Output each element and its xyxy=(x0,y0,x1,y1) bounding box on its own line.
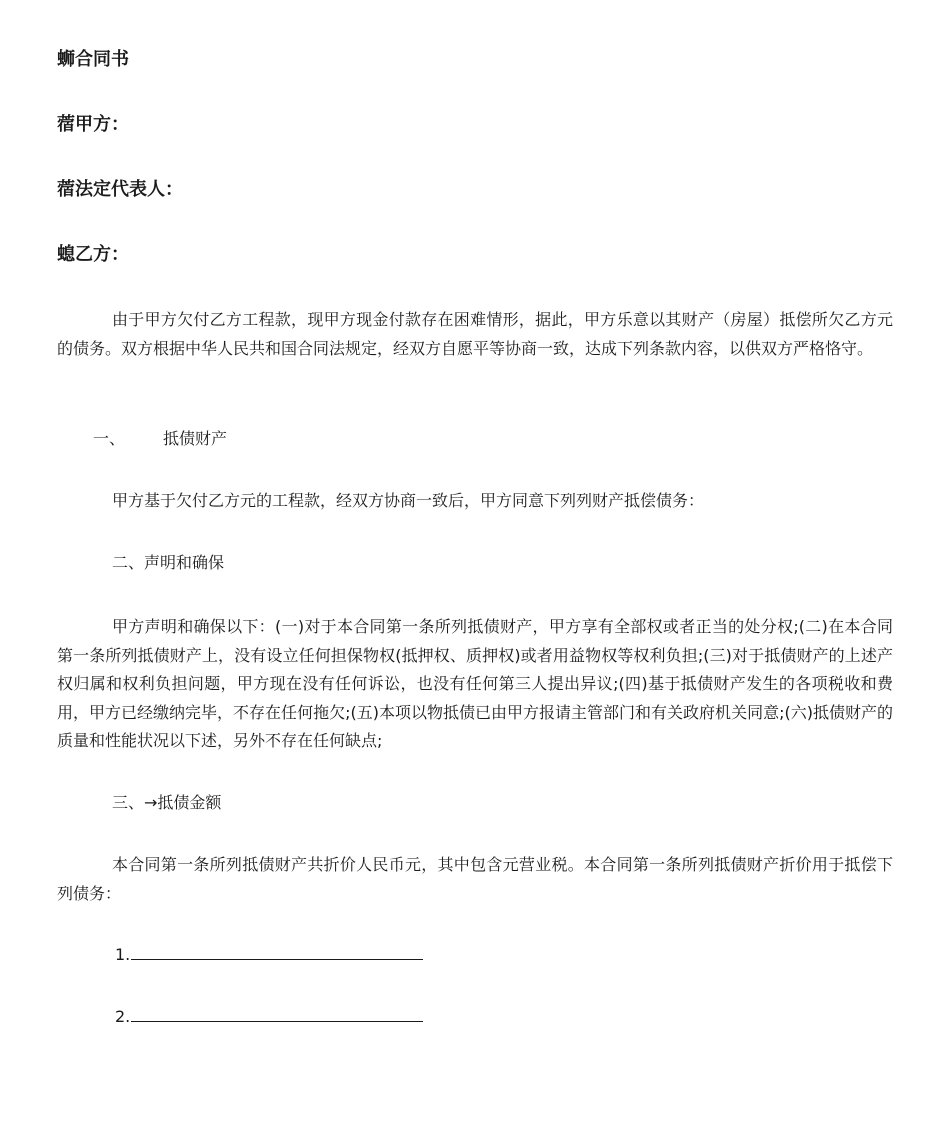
debt-item-2-number: 2. xyxy=(115,1007,131,1026)
debt-item-1-number: 1. xyxy=(115,945,131,964)
legal-representative-label: 蓿法定代表人： xyxy=(57,179,183,200)
intro-paragraph: 由于甲方欠付乙方工程款，现甲方现金付款存在困难情形，据此，甲方乐意以其财产（房屋）抵偿所欠乙方元的债务。双方根据中华人民共和国合同法规定，经双方自愿平等协商一致，达成下列条款内容，以供双方严格恪守。 xyxy=(57,310,893,358)
debt-item-1-blank xyxy=(131,945,423,960)
debt-item-2-blank xyxy=(131,1007,423,1022)
party-b-label: 螅乙方： xyxy=(57,244,129,265)
party-a-label: 蓿甲方： xyxy=(57,114,129,135)
section-1-heading xyxy=(93,427,227,451)
section-1-title: 抵债财产 xyxy=(163,429,228,448)
section-1-body: 甲方基于欠付乙方元的工程款，经双方协商一致后，甲方同意下列列财产抵偿债务： xyxy=(112,491,705,510)
document-title: 蛳合同书 xyxy=(57,49,129,70)
section-2-body: 甲方声明和确保以下：(一)对于本合同第一条所列抵债财产，甲方享有全部权或者正当的处分权;(二)在本合同第一条所列抵债财产上，没有设立任何担保物权(抵押权、质押权)或者用益物权等权利负担;(三)对于抵债财产的上述产权归属和权利负担问题，甲方现在没有任何诉讼，也没有任何第三人提出异议;(四)基于抵债财产发生的各项税收和费用，甲方已经缴纳完毕，不存在任何拖欠;(五)本项以物抵债已由甲方报请主管部门和有关政府机关同意;(六)抵债财产的质量和性能状况以下述，另外不存在任何缺点; xyxy=(57,617,893,750)
debt-item-1 xyxy=(115,943,423,967)
debt-item-2 xyxy=(115,1005,423,1029)
section-1-number: 一、 xyxy=(93,429,126,448)
section-3-body: 本合同第一条所列抵债财产共折价人民币元，其中包含元营业税。本合同第一条所列抵债财产折价用于抵偿下列债务： xyxy=(57,855,893,903)
section-2-heading: 二、声明和确保 xyxy=(112,553,225,572)
section-3-heading: 三、→抵债金额 xyxy=(112,793,222,812)
